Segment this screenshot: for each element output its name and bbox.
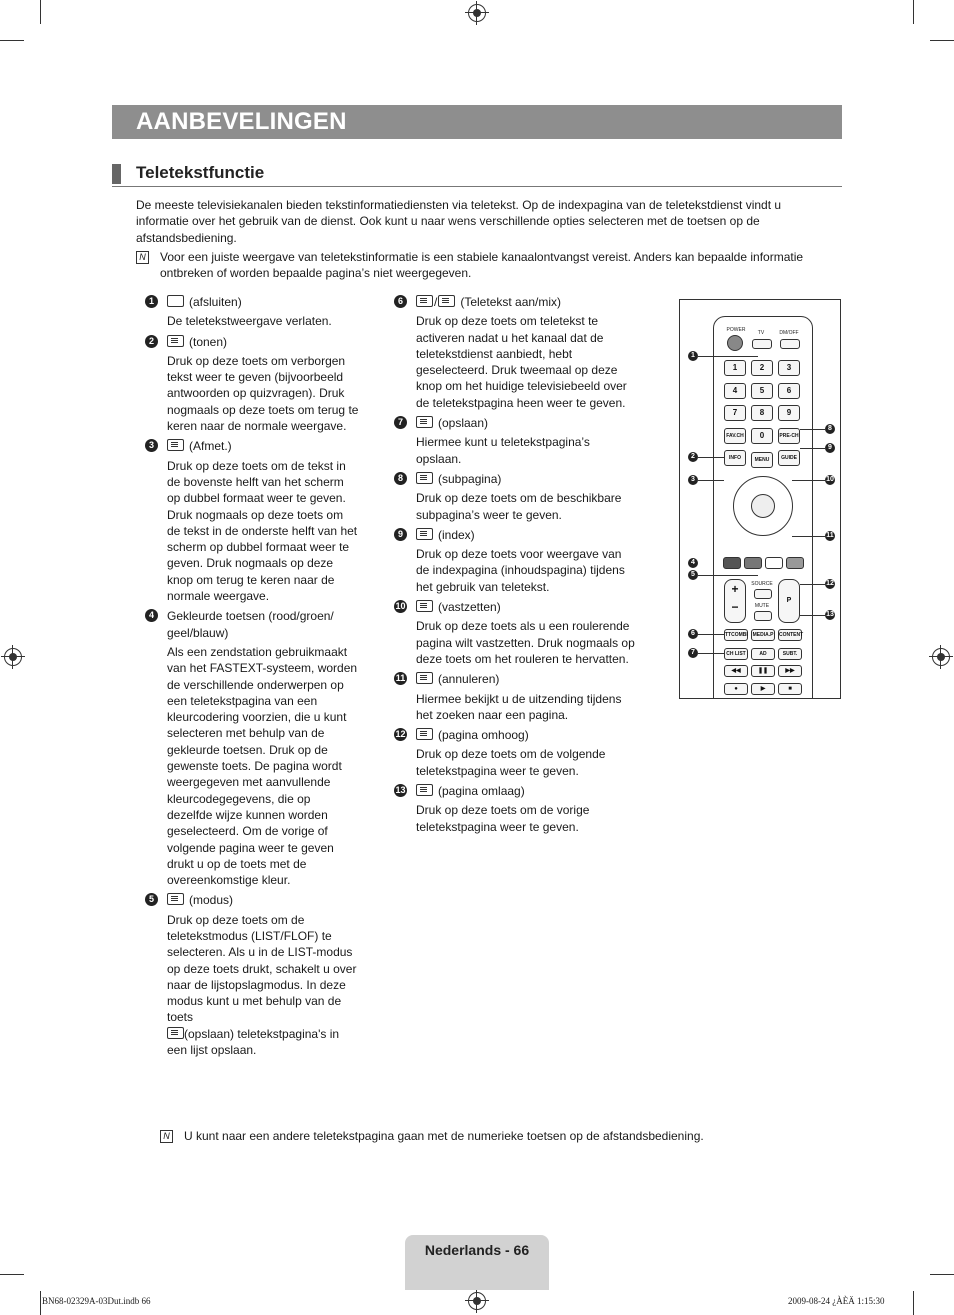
registration-mark-icon (468, 1292, 486, 1310)
remote-mute-label: MUTE (754, 603, 770, 609)
item-number: 2 (145, 335, 158, 348)
item-number: 1 (145, 295, 158, 308)
teletext-reveal-icon (167, 335, 184, 347)
note-icon: N (136, 251, 149, 264)
list-item (137, 608, 359, 888)
callout-5: 5 (688, 570, 698, 580)
item-label: (annuleren) (438, 672, 500, 687)
item-number: 7 (394, 416, 407, 429)
item-label: (pagina omhoog) (438, 728, 529, 743)
crop-mark (40, 1291, 41, 1315)
callout-2: 2 (688, 452, 698, 462)
list-item: 6 / (Teletekst aan/mix) Druk op deze toets om teletekst te activeren nadat u het kanaal dat de teletekstdienst aanbiedt, hebt geselecteerd. Druk tweemaal op deze knop om het huidige televisiebeeld over de teletekstpagina heen weer te geven. (386, 294, 638, 411)
callout-3: 3 (688, 475, 698, 485)
remote-digit-1: 1 (724, 360, 746, 376)
item-number: 4 (145, 609, 158, 622)
item-description: Druk op deze toets om teletekst te activeren nadat u het kanaal dat de teletekstdienst aanbiedt, hebt geselecteerd. Druk tweemaal op deze knop om het huidige televisiebeeld over de teletekstpagina heen weer te geven. (416, 314, 627, 410)
intro-paragraph: De meeste televisiekanalen bieden tekstinformatiediensten via teletekst. Op de indexpagina van de teletekstdienst vindt u informatie over het gebruik van de dienst. Ook kunt u naar wens verschillende opties selecteren met de toetsen op de afstandsbediening. (136, 198, 782, 245)
item-number: 6 (394, 295, 407, 308)
callout-11: 11 (826, 532, 834, 539)
list-item (137, 334, 359, 435)
remote-illustration (679, 299, 841, 699)
remote-content-button: CONTENT (778, 629, 802, 641)
list-item (386, 415, 638, 467)
callout-line (698, 634, 724, 635)
callout-line (698, 457, 724, 458)
item-label: (modus) (189, 893, 234, 908)
teletext-on-icon (416, 295, 433, 307)
print-date-info: 2009-08-24 ¿ÀÈÄ 1:15:30 (788, 1296, 885, 1306)
callout-line (800, 615, 825, 616)
section-title: Teletekstfunctie (136, 163, 265, 182)
crop-mark (913, 1291, 914, 1315)
column-middle (386, 294, 638, 839)
item-description-text: Druk op deze toets om de teletekstmodus (LIST/FLOF) te selecteren. Als u in de LIST-modus op deze toets drukt, schakelt u over naar de lijstopslagmodus. In deze modus kunt u met behulp van de toets (167, 912, 357, 1025)
item-description: Druk op deze toets om de volgende teletekstpagina weer te geven. (416, 747, 606, 778)
item-description: De teletekstweergave verlaten. (167, 314, 332, 329)
crop-mark (930, 1274, 954, 1275)
remote-rewind-button: ◀◀ (724, 665, 748, 677)
item-description: Druk op deze toets voor weergave van de indexpagina (inhoudspagina) tijdens het gebruik van teletekst. (416, 547, 625, 594)
item-number: 3 (145, 439, 158, 452)
remote-subt-button: SUBT. (778, 648, 802, 660)
item-label: (afsluiten) (189, 295, 242, 309)
callout-13: 13 (826, 611, 834, 618)
remote-pause-button: ❚❚ (751, 665, 775, 677)
crop-mark (930, 40, 954, 41)
section-marker (112, 164, 121, 184)
item-label: (subpagina) (438, 471, 502, 486)
note-text: Voor een juiste weergave van teletekstinformatie is een stabiele kanaalontvangst vereist. Anders kan bepaalde informatie ontbreken of worden bepaalde pagina’s niet weergegeven. (160, 250, 804, 281)
registration-mark-icon (468, 4, 486, 22)
item-label: (Teletekst aan/mix) (460, 295, 562, 309)
callout-line (792, 480, 825, 481)
item-description: Druk op deze toets om de vorige teletekstpagina weer te geven. (416, 803, 590, 834)
registration-mark-icon (4, 648, 22, 666)
remote-ad-button: AD (751, 648, 775, 660)
list-item (386, 599, 638, 667)
registration-mark-icon (932, 648, 950, 666)
remote-ff-button: ▶▶ (778, 665, 802, 677)
page-footer-tab (405, 1235, 549, 1290)
remote-digit-4: 4 (724, 383, 746, 399)
item-number: 10 (395, 601, 406, 612)
remote-info-button: INFO (724, 450, 746, 466)
teletext-size-icon (167, 439, 184, 451)
callout-7: 7 (688, 648, 698, 658)
remote-chlist-button: CH LIST (724, 648, 748, 660)
callout-9: 9 (825, 443, 835, 453)
list-item (386, 727, 638, 779)
remote-mute-button (754, 611, 772, 621)
remote-guide-button: GUIDE (778, 450, 800, 466)
bottom-note-text: U kunt naar een andere teletekstpagina gaan met de numerieke toetsen op de afstandsbediening. (184, 1129, 704, 1143)
remote-tv-button (752, 339, 772, 349)
item-label: (Afmet.) (189, 439, 232, 454)
remote-channel-rocker: P (778, 579, 800, 623)
item-label: (vastzetten) (438, 600, 501, 615)
teletext-cancel-icon (416, 672, 433, 684)
remote-digit-8: 8 (751, 405, 773, 421)
callout-line (698, 575, 758, 576)
teletext-mode-icon (167, 893, 184, 905)
page-number: Nederlands - 66 (424, 1242, 530, 1258)
list-item (386, 671, 638, 723)
item-number: 13 (395, 785, 406, 796)
callout-12: 12 (826, 580, 834, 587)
callout-line (698, 480, 724, 481)
item-number: 11 (395, 673, 406, 684)
remote-source-label: SOURCE (751, 581, 773, 587)
teletext-mix-icon (438, 295, 455, 307)
remote-dmr-button (780, 339, 800, 349)
item-description: Druk op deze toets om verborgen tekst weer te geven (bijvoorbeeld antwoorden op quizvragen). Druk nogmaals op deze toets om terug te keren naar de normale weergave. (167, 353, 359, 434)
item-label: (index) (438, 527, 475, 542)
remote-play-button: ▶ (751, 683, 775, 695)
list-item (386, 783, 638, 835)
teletext-store-icon (416, 416, 433, 428)
list-item (137, 294, 359, 330)
remote-stop-button: ■ (778, 683, 802, 695)
item-description: Druk op deze toets om de tekst in de bovenste helft van het scherm op dubbel formaat weer te geven. Druk nogmaals op deze toets om de tekst in de onderste helft van het scherm op dubbel formaat weer te geven. Druk nogmaals op deze knop om terug te keren naar de normale weergave. (167, 458, 358, 604)
teletext-hold-icon (416, 600, 433, 612)
callout-line (800, 584, 825, 585)
remote-prech-button: PRE-CH (778, 428, 800, 444)
remote-volume-rocker: + − (724, 579, 746, 623)
item-description (167, 912, 359, 1059)
remote-color-blue (786, 557, 804, 569)
callout-line (698, 653, 724, 654)
remote-digit-0: 0 (751, 428, 773, 444)
list-item (386, 527, 638, 595)
note (136, 249, 826, 282)
callout-6: 6 (688, 629, 698, 639)
item-number: 5 (145, 893, 158, 906)
remote-digit-5: 5 (751, 383, 773, 399)
remote-rec-button: ● (724, 683, 748, 695)
crop-mark (913, 0, 914, 24)
item-description-text: (opslaan) teletekstpagina's in een lijst opslaan. (167, 1026, 340, 1058)
remote-enter-button (751, 494, 775, 518)
remote-power-button (727, 335, 743, 351)
item-label: (tonen) (189, 334, 228, 349)
teletext-page-up-icon (416, 728, 433, 740)
remote-control (713, 316, 813, 699)
item-description: Hiermee bekijkt u de uitzending tijdens het zoeken naar een pagina. (416, 691, 622, 722)
item-label: (pagina omlaag) (438, 784, 525, 799)
item-label: (opslaan) (438, 416, 489, 431)
remote-digit-3: 3 (778, 360, 800, 376)
note-icon: N (160, 1130, 173, 1143)
remote-tv-label: TV (757, 330, 765, 336)
item-number: 8 (394, 472, 407, 485)
callout-4: 4 (688, 558, 698, 568)
crop-mark (40, 0, 41, 24)
item-description: Druk op deze toets als u een roulerende pagina wilt vastzetten. Druk nogmaals op deze toets om het rouleren te hervatten. (416, 619, 635, 666)
remote-digit-9: 9 (778, 405, 800, 421)
list-item (386, 471, 638, 523)
callout-line (800, 429, 825, 430)
callout-8: 8 (825, 424, 835, 434)
remote-menu-button: MENU (751, 452, 773, 468)
teletext-subpage-icon (416, 472, 433, 484)
item-description: Als een zendstation gebruikmaakt van het FASTEXT-systeem, worden de verschillende onderwerpen op een teletekstpagina van een kleurcodering voorzien, die u kunt selecteren met behulp van de gekleurde toetsen. Druk op de gewenste toets. De pagina wordt weergegeven met aanvullende kleurcodegegevens, die op dezelfde wijze kunnen worden geselecteerd. Om de vorige of volgende pagina weer te geven drukt u op de toets met de overeenkomstige kleur. (167, 644, 358, 888)
teletext-index-icon (416, 528, 433, 540)
callout-1: 1 (688, 351, 698, 361)
teletext-exit-icon (167, 295, 184, 307)
list-item (137, 438, 359, 604)
chapter-title: AANBEVELINGEN (136, 108, 347, 135)
remote-digit-2: 2 (751, 360, 773, 376)
remote-source-button (754, 589, 772, 599)
item-number: 12 (395, 729, 406, 740)
item-description: Druk op deze toets om de beschikbare subpagina’s weer te geven. (416, 491, 622, 522)
item-description: Hiermee kunt u teletekstpagina’s opslaan. (416, 435, 590, 466)
remote-color-red (723, 557, 741, 569)
column-left (137, 294, 359, 1062)
list-item (137, 892, 359, 1058)
remote-digit-6: 6 (778, 383, 800, 399)
crop-mark (0, 1274, 24, 1275)
callout-line (792, 536, 825, 537)
remote-ttcombi-button: TTCOMBI (724, 629, 748, 641)
callout-10: 10 (826, 476, 834, 483)
remote-power-label: POWER (726, 327, 746, 333)
bottom-note (160, 1128, 840, 1144)
teletext-store-icon (167, 1027, 184, 1039)
remote-color-green (744, 557, 762, 569)
remote-dmr-label: DM/OFF (779, 330, 799, 336)
remote-media-button: MEDIA.P (751, 629, 775, 641)
print-file-info: BN68-02329A-03Dut.indb 66 (42, 1296, 151, 1306)
section-heading (112, 160, 842, 187)
crop-mark (0, 40, 24, 41)
remote-digit-7: 7 (724, 405, 746, 421)
remote-color-yellow (765, 557, 783, 569)
chapter-title-bar (112, 105, 842, 139)
item-label: Gekleurde toetsen (rood/groen/ geel/blauw) (167, 609, 334, 640)
callout-line (698, 356, 758, 357)
item-number: 9 (394, 528, 407, 541)
teletext-page-down-icon (416, 784, 433, 796)
remote-fav-button: FAV.CH (724, 428, 746, 444)
callout-line (800, 448, 825, 449)
